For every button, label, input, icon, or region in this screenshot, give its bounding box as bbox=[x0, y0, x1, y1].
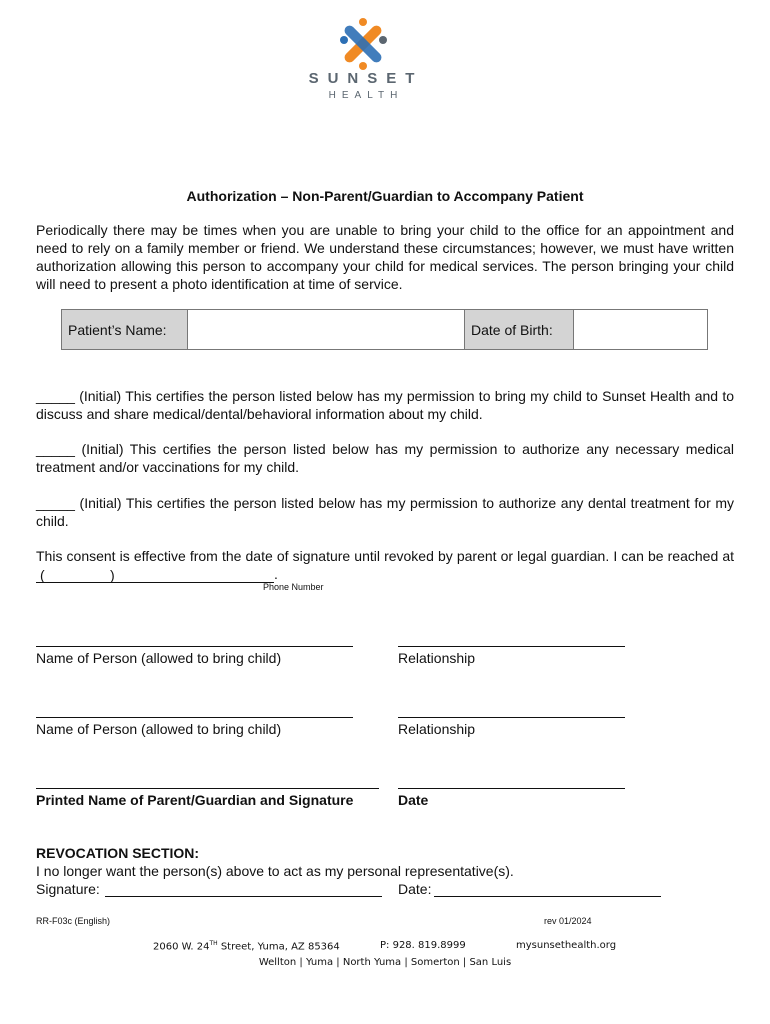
revocation-date-label: Date: bbox=[398, 881, 432, 897]
phone-open-paren: ( bbox=[40, 567, 45, 583]
form-revision: rev 01/2024 bbox=[544, 916, 592, 926]
footer-locations: Wellton | Yuma | North Yuma | Somerton | San Luis bbox=[258, 957, 512, 968]
person-2-relationship-label: Relationship bbox=[398, 721, 476, 737]
person-2-name-label: Name of Person (allowed to bring child) bbox=[36, 721, 282, 737]
brand-name: SUNSET bbox=[308, 70, 424, 87]
address-street-number: 2060 W. 24 bbox=[153, 941, 210, 953]
person-2-relationship-line[interactable] bbox=[398, 717, 625, 718]
revocation-date-line[interactable] bbox=[434, 896, 661, 897]
guardian-signature-label: Printed Name of Parent/Guardian and Signature bbox=[36, 792, 354, 808]
person-1-relationship-label: Relationship bbox=[398, 650, 476, 666]
footer-address bbox=[153, 940, 340, 952]
phone-number-field[interactable] bbox=[36, 568, 274, 583]
guardian-date-line[interactable] bbox=[398, 788, 625, 789]
initial-text: (Initial) This certifies the person listed below has my permission to authorize any dental treatment for my child. bbox=[36, 495, 734, 529]
patient-name-label: Patient’s Name: bbox=[62, 310, 188, 350]
revocation-signature-label: Signature: bbox=[36, 881, 100, 897]
initial-item-3 bbox=[36, 494, 734, 530]
guardian-signature-line[interactable] bbox=[36, 788, 379, 789]
initial-blank[interactable]: _____ bbox=[36, 495, 75, 511]
revocation-heading: REVOCATION SECTION: bbox=[36, 845, 200, 861]
initial-blank[interactable]: _____ bbox=[36, 441, 75, 457]
revocation-text: I no longer want the person(s) above to act as my personal representative(s). bbox=[36, 863, 514, 879]
brand-subname: HEALTH bbox=[328, 90, 404, 101]
initial-item-2 bbox=[36, 440, 734, 476]
phone-number-caption: Phone Number bbox=[263, 582, 324, 592]
initial-text: (Initial) This certifies the person listed below has my permission to authorize any necessary medical treatment and/or vaccinations for my child. bbox=[36, 441, 734, 475]
date-of-birth-label: Date of Birth: bbox=[465, 310, 574, 350]
address-street-sup: TH bbox=[209, 940, 218, 947]
form-title: Authorization – Non-Parent/Guardian to Accompany Patient bbox=[186, 188, 584, 204]
guardian-date-label: Date bbox=[398, 792, 429, 808]
person-1-relationship-line[interactable] bbox=[398, 646, 625, 647]
consent-text: This consent is effective from the date of signature until revoked by parent or legal guardian. I can be reached at bbox=[36, 548, 734, 564]
intro-paragraph: Periodically there may be times when you are unable to bring your child to the office for an appointment and need to rely on a family member or friend. We understand these circumstances; however, we must have written authorization allowing this person to accompany your child for medical services. The person bringing your child will need to present a photo identification at time of service. bbox=[36, 222, 734, 292]
footer-phone: P: 928. 819.8999 bbox=[380, 940, 466, 951]
sunset-health-logo-icon bbox=[336, 16, 392, 72]
address-street-rest: Street, Yuma, AZ 85364 bbox=[217, 941, 340, 953]
date-of-birth-field[interactable] bbox=[574, 310, 708, 350]
revocation-signature-line[interactable] bbox=[105, 896, 382, 897]
initial-text: (Initial) This certifies the person listed below has my permission to bring my child to Sunset Health and to discuss and share medical/dental/behavioral information about my child. bbox=[36, 388, 734, 422]
phone-close-paren: ) bbox=[110, 567, 115, 583]
initial-blank[interactable]: _____ bbox=[36, 388, 75, 404]
person-2-name-line[interactable] bbox=[36, 717, 353, 718]
person-1-name-label: Name of Person (allowed to bring child) bbox=[36, 650, 282, 666]
form-code: RR-F03c (English) bbox=[36, 916, 111, 926]
patient-name-field[interactable] bbox=[188, 310, 465, 350]
initial-item-1 bbox=[36, 387, 734, 423]
patient-info-table bbox=[61, 309, 708, 350]
footer-website[interactable]: mysunsethealth.org bbox=[516, 940, 617, 951]
person-1-name-line[interactable] bbox=[36, 646, 353, 647]
consent-period: . bbox=[274, 566, 278, 582]
consent-paragraph bbox=[36, 547, 734, 583]
